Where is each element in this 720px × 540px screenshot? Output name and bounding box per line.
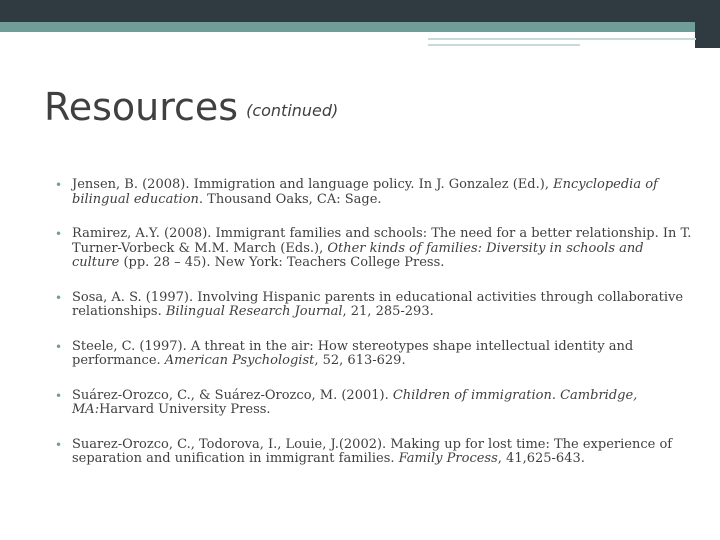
ref-text: Jensen, B. (2008). Immigration and language policy. In J. Gonzalez (Ed.),	[72, 177, 554, 192]
corner-block	[695, 0, 720, 48]
ref-italic: Encyclopedia of bilingual education	[72, 177, 658, 207]
ref-italic: Other kinds of families: Diversity in schools and culture	[72, 240, 644, 270]
ref-text: Steele, C. (1997). A threat in the air: How stereotypes shape intellectual identity and performance.	[72, 338, 634, 368]
reference-item	[55, 438, 695, 467]
reference-item	[55, 340, 695, 369]
bullet-icon: •	[55, 290, 63, 305]
reference-item	[55, 291, 695, 320]
ref-text: Suarez-Orozco, C., Todorova, I., Louie, J.(2002). Making up for lost time: The experience of separation and unification in immigrant families.	[72, 436, 673, 466]
ref-italic: Bilingual Research Journal	[165, 304, 343, 319]
title-subtitle: (continued)	[246, 101, 339, 120]
decorative-line	[428, 44, 580, 46]
ref-italic: American Psychologist	[164, 353, 315, 368]
top-banner	[0, 0, 720, 22]
reference-item	[55, 178, 695, 207]
bullet-icon: •	[55, 178, 63, 192]
reference-item	[55, 227, 695, 271]
ref-text: , 52, 613-629.	[314, 353, 406, 368]
title-text: Resources	[44, 85, 239, 129]
reference-item	[55, 389, 695, 418]
bullet-icon: •	[55, 339, 63, 354]
ref-text: Ramirez, A.Y. (2008). Immigrant families and schools: The need for a better relationship. In T. Turner-Vorbeck & M.M. March (Eds.),	[72, 226, 692, 256]
ref-italic: Children of immigration. Cambridge, MA:	[72, 387, 638, 417]
ref-text: . Thousand Oaks, CA: Sage.	[198, 191, 382, 207]
bullet-icon: •	[55, 388, 63, 403]
ref-text: , 41,625-643.	[497, 451, 585, 466]
ref-italic: Family Process	[398, 451, 498, 466]
bullet-icon: •	[55, 227, 63, 241]
accent-stripe	[0, 22, 695, 32]
ref-text: Sosa, A. S. (1997). Involving Hispanic parents in educational activities through collaborative relationships.	[72, 289, 684, 319]
ref-text: , 21, 285-293.	[342, 304, 434, 319]
ref-text: Suárez-Orozco, C., & Suárez-Orozco, M. (2001).	[72, 387, 393, 403]
ref-text: Harvard University Press.	[99, 402, 271, 417]
slide-title	[44, 85, 338, 129]
reference-list	[55, 178, 695, 487]
decorative-line	[428, 38, 696, 40]
bullet-icon: •	[55, 437, 63, 452]
ref-text: (pp. 28 – 45). New York: Teachers College Press.	[119, 255, 445, 270]
